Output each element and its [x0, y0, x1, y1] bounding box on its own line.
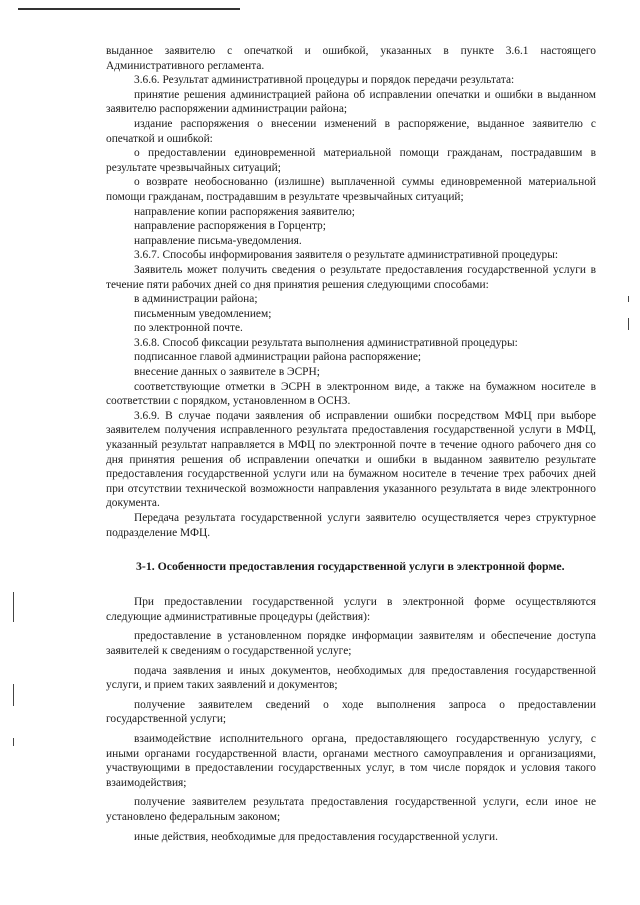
margin-mark: [13, 684, 14, 706]
paragraph: взаимодействие исполнительного органа, предоставляющего государственную услугу, с иными органами государственной власти, органами местного самоуправления и организациями, участвующими в предоставлении государственных услуг, в том числе порядок и условия такого взаимодействия;: [106, 732, 596, 789]
margin-mark: [628, 318, 629, 330]
paragraph: в администрации района;: [134, 293, 258, 306]
paragraph: издание распоряжения о внесении изменений в распоряжение, выданное заявителю с опечаткой и ошибкой:: [106, 117, 596, 145]
paragraph: направление копии распоряжения заявителю;: [134, 205, 355, 218]
paragraph: подписанное главой администрации района распоряжение;: [134, 351, 422, 364]
paragraph: При предоставлении государственной услуги в электронной форме осуществляются следующие административные процедуры (действия):: [106, 596, 596, 623]
paragraph: о возврате необоснованно (излишне) выплаченной суммы единовременной материальной помощи гражданам, пострадавшим в результате чрезвычайных ситуаций;: [106, 176, 596, 203]
paragraph: иные действия, необходимые для предоставления государственной услуги.: [134, 830, 498, 843]
document-page: [106, 44, 596, 844]
paragraph: получение заявителем сведений о ходе выполнения запроса о предоставлении государственной услуги;: [106, 698, 596, 726]
section-heading: 3-1. Особенности предоставления государственной услуги в электронной форме.: [136, 559, 565, 574]
margin-mark: [13, 738, 14, 746]
paragraph: подача заявления и иных документов, необходимых для предоставления государственной услуги, и прием таких заявлений и документов;: [106, 664, 596, 692]
paragraph-3-6-6: 3.6.6. Результат административной процедуры и порядок передачи результата:: [134, 74, 515, 87]
margin-mark: [628, 296, 629, 302]
top-rule: [18, 8, 240, 10]
paragraph: направление письма-уведомления.: [134, 234, 302, 247]
paragraph: Заявитель может получить сведения о результате предоставления государственной услуги в течение пяти рабочих дней со дня принятия решения следующими способами:: [106, 263, 596, 291]
margin-mark: [13, 592, 14, 622]
paragraph-3-6-9: 3.6.9. В случае подачи заявления об исправлении ошибки посредством МФЦ при выборе заявителем получения исправленного результата предоставления государственной услуги в МФЦ, указанный результат направляется в МФЦ по электронной почте в течение одного рабочего дня со дня принятия решения об исправлении опечатки и ошибки в выданном заявителю результате предоставления государственной услуги или на бумажном носителе в течение трех рабочих дней при отсутствии технической возможности направления указанного результата в виде электронного документа.: [106, 409, 596, 510]
paragraph: по электронной почте.: [134, 322, 243, 335]
paragraph: направление распоряжения в Горцентр;: [134, 220, 326, 233]
paragraph: принятие решения администрацией района об исправлении опечатки и ошибки в выданном заявителю распоряжении администрации района;: [106, 88, 596, 116]
paragraph: письменным уведомлением;: [134, 307, 272, 320]
paragraph: выданное заявителю с опечаткой и ошибкой, указанных в пункте 3.6.1 настоящего Административного регламента.: [106, 45, 596, 72]
paragraph-3-6-8: 3.6.8. Способ фиксации результата выполнения административной процедуры:: [134, 336, 518, 349]
paragraph: о предоставлении единовременной материальной помощи гражданам, пострадавшим в результате чрезвычайных ситуаций;: [106, 147, 596, 174]
paragraph: получение заявителем результата предоставления государственной услуги, если иное не установлено федеральным законом;: [106, 796, 596, 823]
paragraph: Передача результата государственной услуги заявителю осуществляется через структурное подразделение МФЦ.: [106, 512, 596, 539]
paragraph: соответствующие отметки в ЭСРН в электронном виде, а также на бумажном носителе в соответствии с порядком, установленном в ОСНЗ.: [106, 380, 596, 408]
paragraph-3-6-7: 3.6.7. Способы информирования заявителя о результате административной процедуры:: [134, 249, 559, 262]
paragraph: предоставление в установленном порядке информации заявителям и обеспечение доступа заявителей к сведениям о государственной услуге;: [106, 630, 596, 657]
paragraph: внесение данных о заявителе в ЭСРН;: [134, 366, 320, 379]
